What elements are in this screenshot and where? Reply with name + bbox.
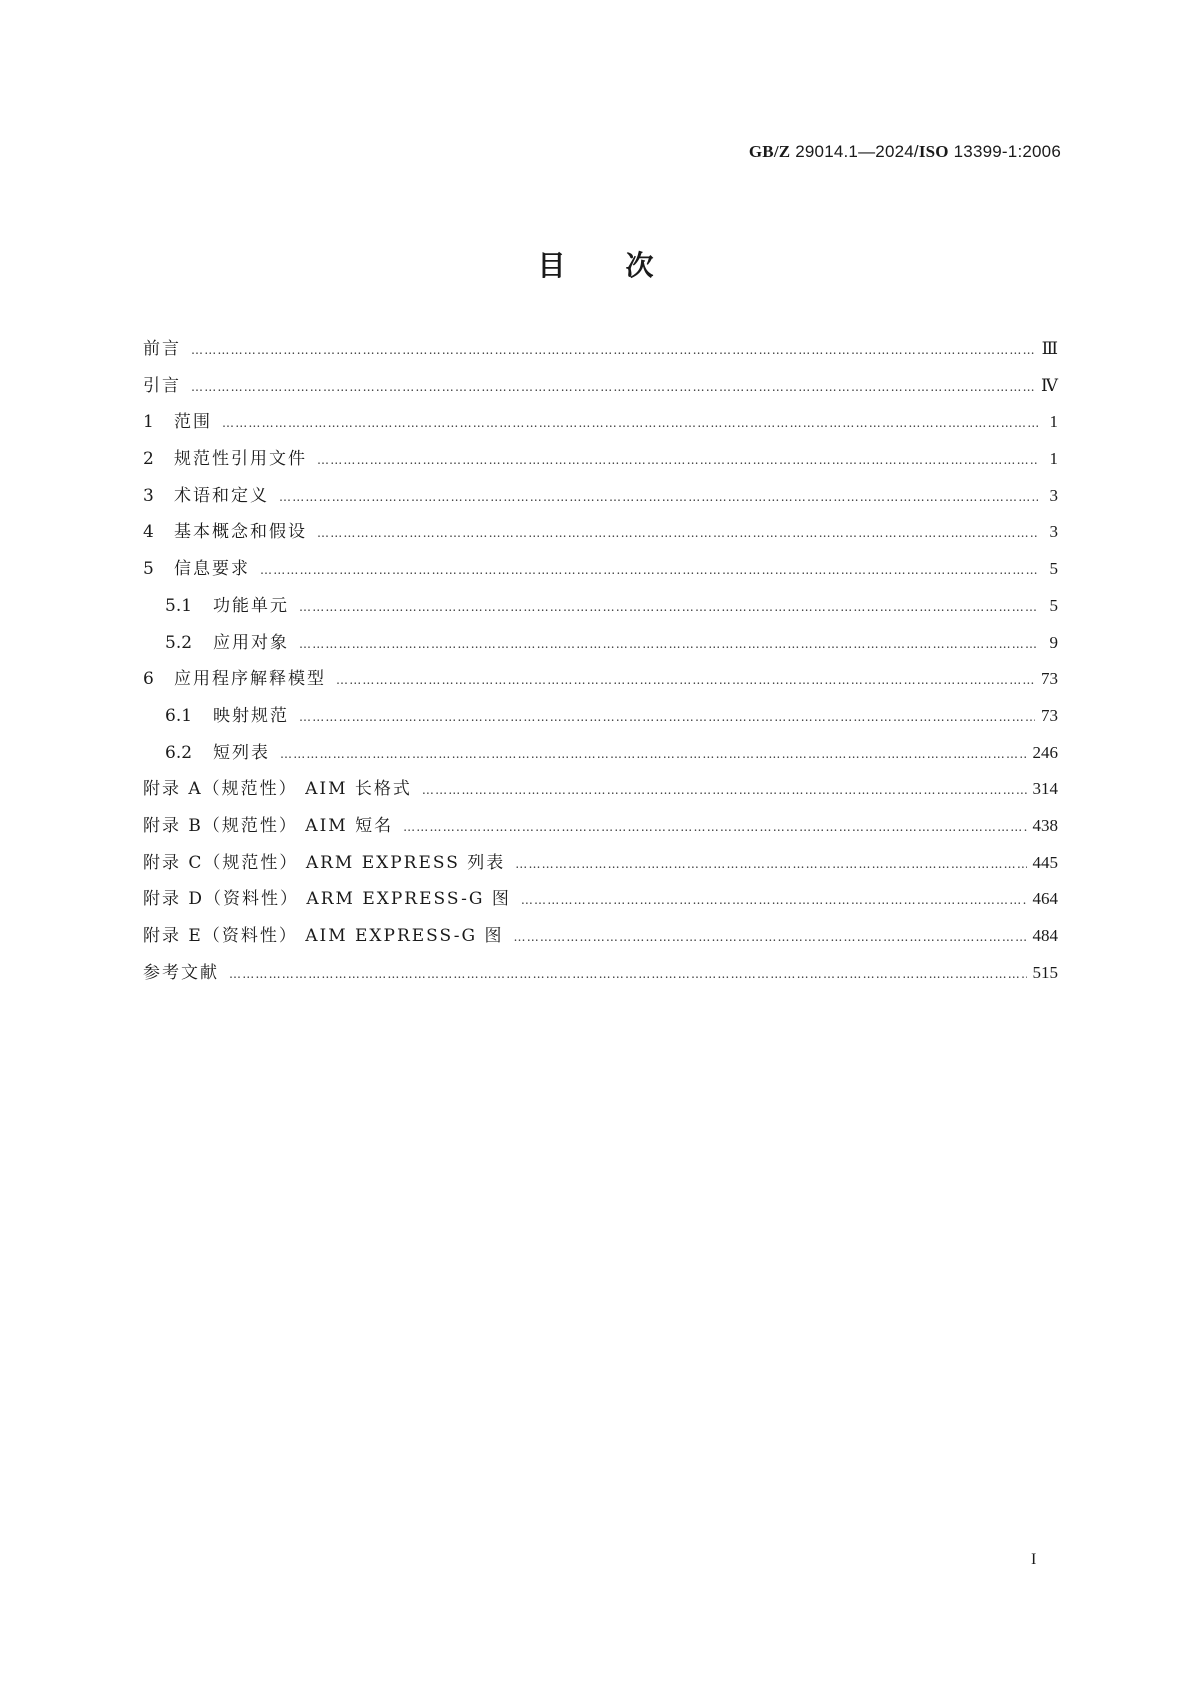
doc-id-prefix: GB/Z: [748, 142, 791, 161]
toc-entry-annex-b[interactable]: [143, 815, 1058, 852]
toc-dot-leader: [317, 449, 1038, 471]
toc-entry-label: 参考文献: [143, 962, 219, 983]
doc-id-number: 29014.1—2024/: [790, 142, 919, 161]
toc-entry-page: 9: [1049, 632, 1058, 652]
toc-dot-leader: [280, 743, 1027, 765]
toc-dot-leader: [521, 889, 1027, 911]
toc-entry-label: 引言: [143, 375, 181, 396]
toc-entry-page: Ⅳ: [1041, 375, 1058, 395]
toc-dot-leader: [229, 963, 1027, 985]
toc-entry-annex-c[interactable]: [143, 852, 1058, 889]
toc-entry-label: 附录 C（规范性） ARM EXPRESS 列表: [143, 852, 506, 873]
toc-entry-number: 6: [143, 669, 154, 690]
toc-entry-label: 附录 B（规范性） AIM 短名: [143, 815, 394, 836]
toc-entry-label: 应用程序解释模型: [174, 669, 326, 690]
toc-entry-label: 信息要求: [174, 559, 250, 580]
table-of-contents: [143, 338, 1058, 998]
toc-dot-leader: [279, 486, 1038, 508]
toc-entry-label: 规范性引用文件: [174, 449, 307, 470]
toc-dot-leader: [191, 339, 1036, 361]
document-identifier: [749, 142, 1061, 162]
toc-entry-introduction[interactable]: [143, 375, 1058, 412]
toc-entry-label: 前言: [143, 339, 181, 359]
toc-entry-page: 73: [1041, 705, 1058, 725]
toc-dot-leader: [515, 853, 1026, 875]
toc-entry-application-interpreted-model[interactable]: [143, 668, 1058, 705]
toc-entry-label: 附录 D（资料性） ARM EXPRESS-G 图: [143, 889, 511, 910]
toc-entry-mapping-specification[interactable]: [143, 705, 1058, 742]
toc-entry-annex-e[interactable]: [143, 925, 1058, 962]
doc-id-iso: ISO: [918, 142, 949, 161]
page-number: I: [1031, 1551, 1037, 1568]
toc-entry-label: 附录 E（资料性） AIM EXPRESS-G 图: [143, 926, 504, 946]
toc-entry-foreword[interactable]: [143, 338, 1058, 375]
toc-dot-leader: [299, 596, 1038, 618]
toc-entry-number: 4: [143, 522, 154, 543]
toc-entry-page: 515: [1032, 962, 1058, 982]
toc-entry-page: 1: [1049, 412, 1058, 432]
toc-entry-annex-a[interactable]: [143, 778, 1058, 815]
page-title: 目次: [537, 249, 714, 282]
toc-dot-leader: [260, 559, 1038, 581]
toc-entry-scope[interactable]: [143, 411, 1058, 448]
toc-entry-terms-definitions[interactable]: [143, 485, 1058, 522]
toc-entry-label: 应用对象: [213, 632, 289, 653]
toc-entry-short-listing[interactable]: [143, 742, 1058, 779]
toc-entry-label: 附录 A（规范性） AIM 长格式: [143, 779, 412, 800]
toc-entry-label: 范围: [174, 412, 212, 433]
doc-id-iso-number: 13399-1:2006: [948, 142, 1061, 161]
toc-entry-label: 术语和定义: [174, 485, 269, 506]
toc-entry-page: 3: [1049, 485, 1058, 505]
toc-dot-leader: [403, 816, 1026, 838]
toc-entry-page: 5: [1049, 595, 1058, 615]
toc-entry-basic-concepts[interactable]: [143, 521, 1058, 558]
toc-entry-number: 3: [143, 485, 154, 506]
toc-dot-leader: [299, 633, 1038, 655]
toc-entry-annex-d[interactable]: [143, 888, 1058, 925]
toc-entry-label: 功能单元: [213, 595, 289, 616]
toc-entry-normative-references[interactable]: [143, 448, 1058, 485]
toc-entry-label: 映射规范: [213, 705, 289, 726]
toc-entry-information-requirements[interactable]: [143, 558, 1058, 595]
toc-entry-page: 438: [1032, 815, 1058, 835]
toc-entry-page: 246: [1032, 742, 1058, 762]
toc-entry-page: 5: [1049, 559, 1058, 579]
toc-entry-bibliography[interactable]: [143, 962, 1058, 999]
toc-entry-units-of-functionality[interactable]: [143, 595, 1058, 632]
toc-dot-leader: [222, 412, 1038, 434]
toc-dot-leader: [317, 522, 1038, 544]
toc-entry-number: 5.2: [165, 632, 193, 653]
toc-entry-page: 1: [1049, 449, 1058, 469]
toc-entry-number: 6.1: [165, 705, 193, 726]
toc-entry-page: 73: [1041, 669, 1058, 689]
toc-entry-page: 464: [1032, 889, 1058, 909]
toc-entry-label: 短列表: [213, 742, 270, 763]
toc-entry-number: 6.2: [165, 742, 193, 763]
toc-entry-number: 2: [143, 449, 154, 470]
toc-entry-page: 314: [1032, 779, 1058, 799]
toc-dot-leader: [422, 779, 1027, 801]
toc-entry-page: 445: [1032, 852, 1058, 872]
toc-dot-leader: [336, 669, 1035, 691]
toc-dot-leader: [514, 926, 1027, 948]
toc-entry-application-objects[interactable]: [143, 632, 1058, 669]
toc-dot-leader: [191, 376, 1035, 398]
toc-entry-page: 3: [1049, 522, 1058, 542]
toc-entry-page: Ⅲ: [1041, 339, 1058, 358]
toc-entry-label: 基本概念和假设: [174, 522, 307, 543]
toc-entry-number: 5: [143, 559, 154, 580]
toc-dot-leader: [299, 706, 1035, 728]
toc-entry-number: 5.1: [165, 595, 193, 616]
toc-entry-page: 484: [1032, 926, 1058, 945]
toc-entry-number: 1: [143, 412, 154, 433]
